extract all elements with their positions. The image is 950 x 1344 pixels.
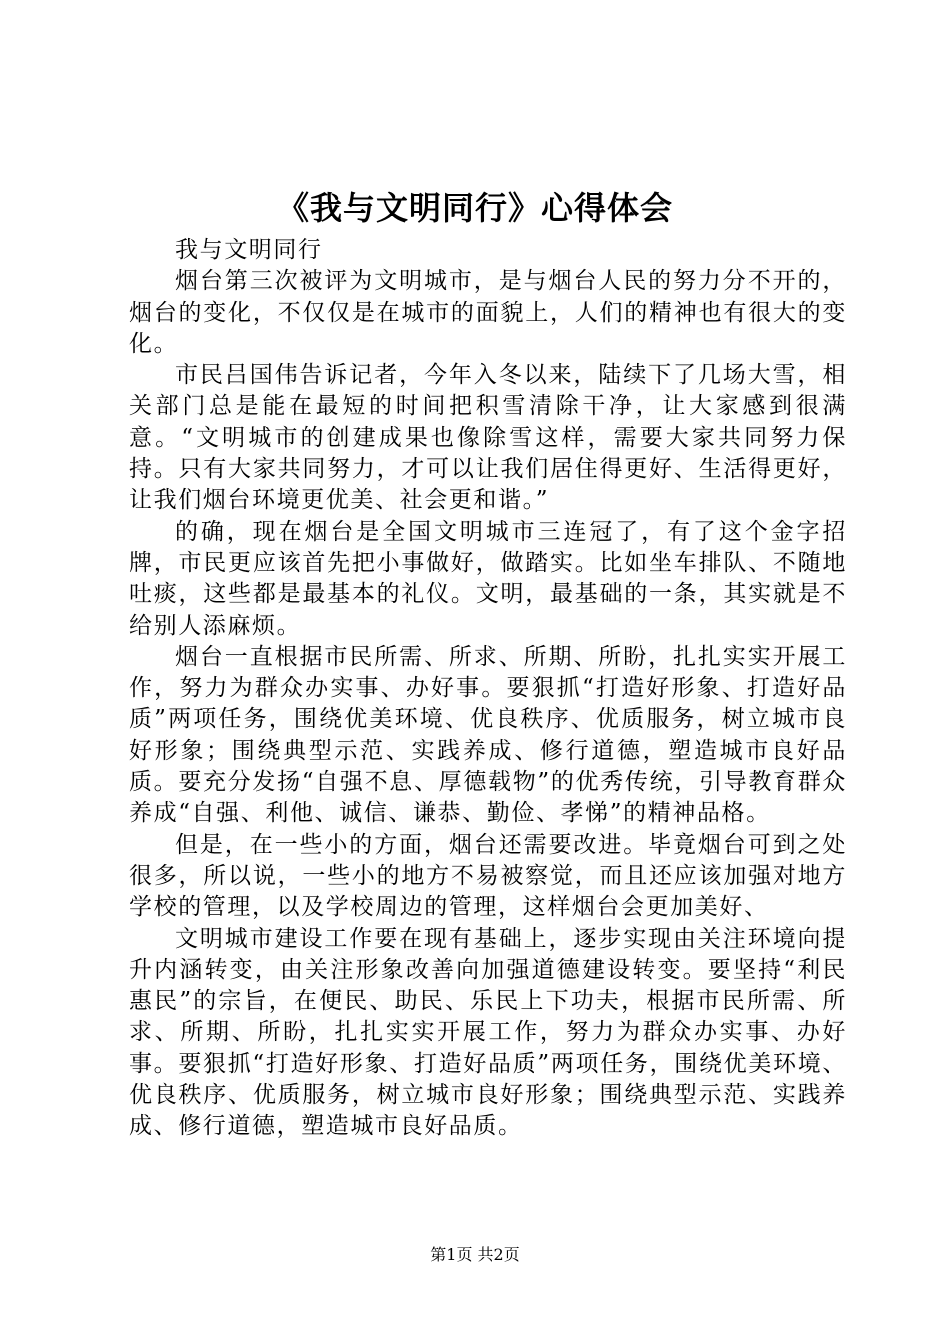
document-title: 《我与文明同行》心得体会 [276,189,673,227]
paragraph: 文明城市建设工作要在现有基础上，逐步实现由关注环境向提升内涵转变，由关注形象改善向加强道德建设转变。要坚持“利民惠民”的宗旨，在便民、助民、乐民上下功夫，根据市民所需、所求、所期、所盼，扎扎实实开展工作，努力为群众办实事、办好事。要狠抓“打造好形象、打造好品质”两项任务，围绕优美环境、优良秩序、优质服务，树立城市良好形象；围绕典型示范、实践养成、修行道德，塑造城市良好品质。 [129,925,847,1140]
paragraph: 的确，现在烟台是全国文明城市三连冠了，有了这个金字招牌，市民更应该首先把小事做好，做踏实。比如坐车排队、不随地吐痰，这些都是最基本的礼仪。文明，最基础的一条，其实就是不给别人添麻烦。 [129,518,847,639]
paragraph: 市民吕国伟告诉记者，今年入冬以来，陆续下了几场大雪，相关部门总是能在最短的时间把积雪清除干净，让大家感到很满意。“文明城市的创建成果也像除雪这样，需要大家共同努力保持。只有大家共同努力，才可以让我们居住得更好、生活得更好，让我们烟台环境更优美、社会更和谐。” [129,362,847,514]
paragraph-subtitle: 我与文明同行 [175,237,323,263]
page-number-footer: 第1页 共2页 [430,1245,520,1264]
paragraph: 烟台一直根据市民所需、所求、所期、所盼，扎扎实实开展工作，努力为群众办实事、办好事。要狠抓“打造好形象、打造好品质”两项任务，围绕优美环境、优良秩序、优质服务，树立城市良好形象；围绕典型示范、实践养成、修行道德，塑造城市良好品质。要充分发扬“自强不息、厚德载物”的优秀传统，引导教育群众养成“自强、利他、诚信、谦恭、勤俭、孝悌”的精神品格。 [129,643,847,827]
document-body [129,235,847,1143]
paragraph: 烟台第三次被评为文明城市，是与烟台人民的努力分不开的，烟台的变化，不仅仅是在城市的面貌上，人们的精神也有很大的变化。 [129,268,847,357]
paragraph: 但是，在一些小的方面，烟台还需要改进。毕竟烟台可到之处很多，所以说，一些小的地方不易被察觉，而且还应该加强对地方学校的管理，以及学校周边的管理，这样烟台会更加美好、 [129,831,847,921]
